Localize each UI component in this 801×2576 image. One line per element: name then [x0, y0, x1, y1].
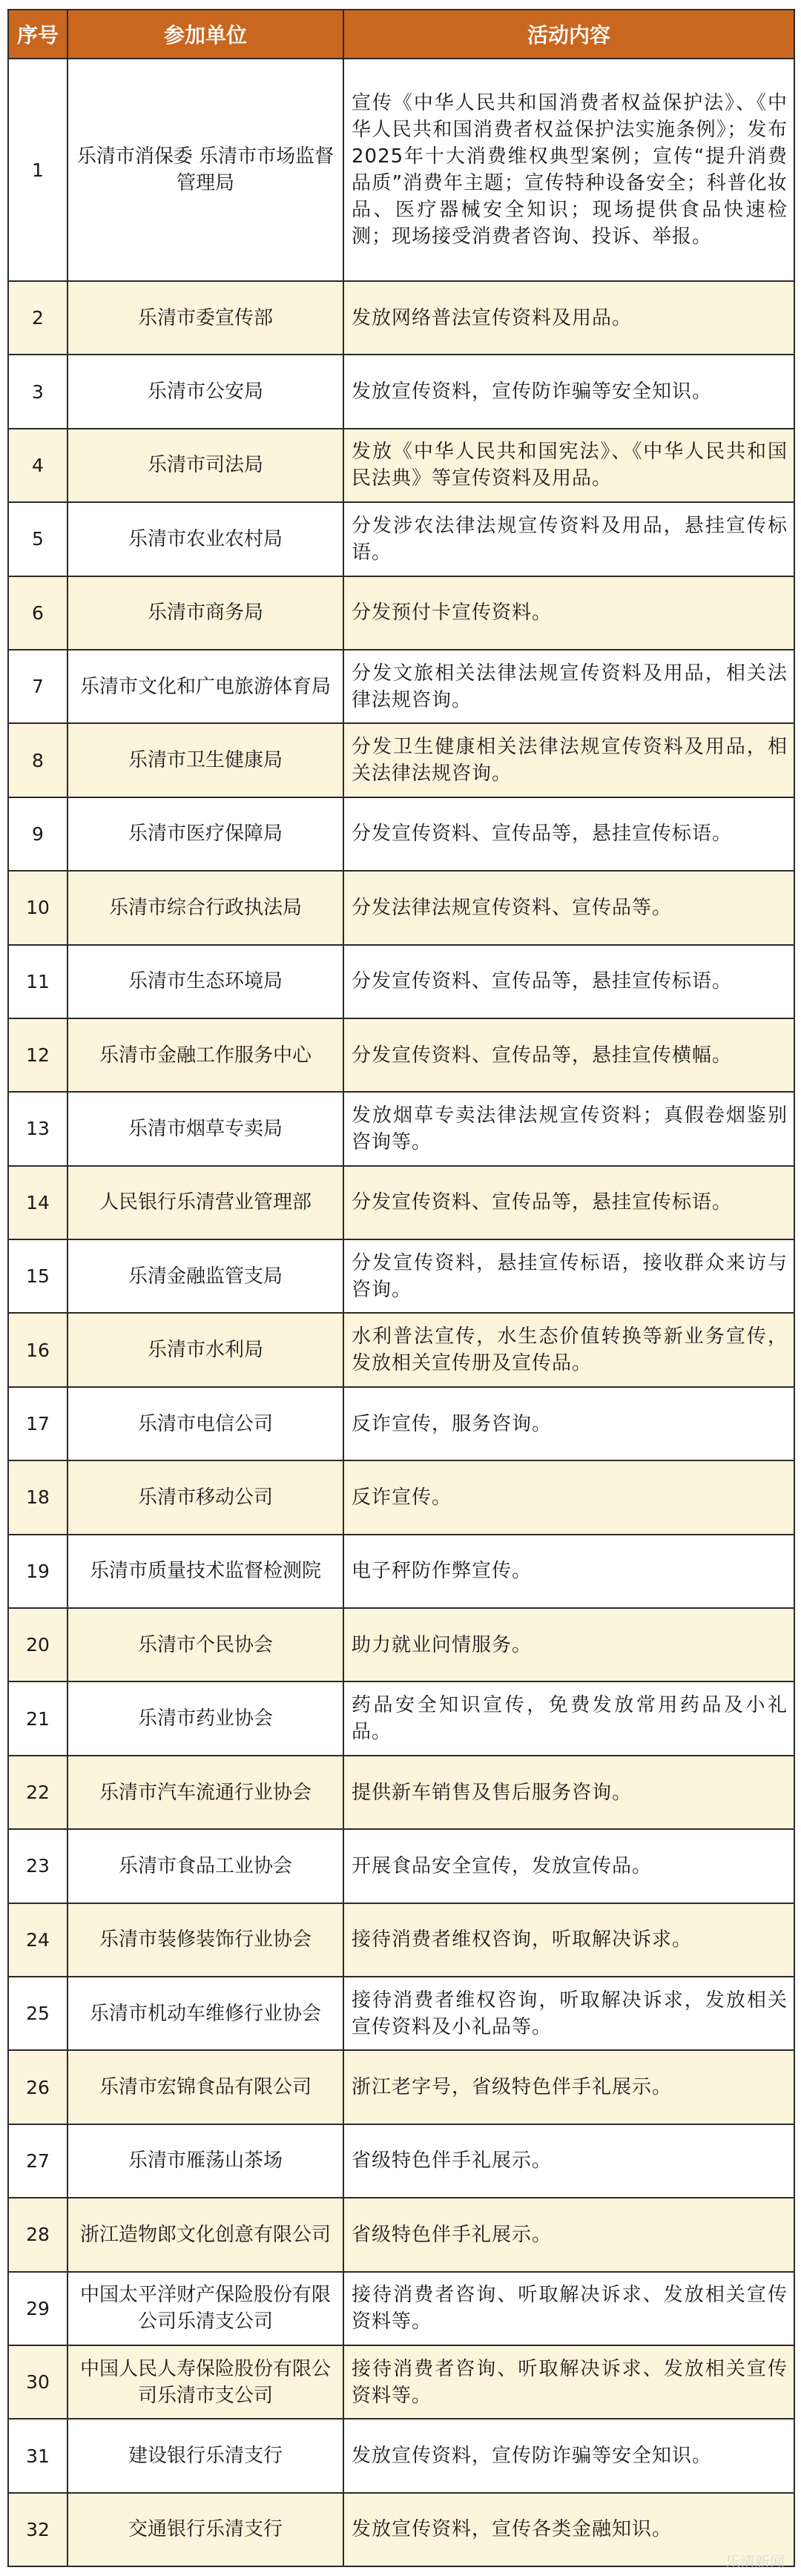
- row-serial-number: 10: [8, 871, 67, 944]
- watermark: 乐清新闻: [725, 2553, 785, 2571]
- table-row: [8, 502, 794, 576]
- row-serial-number: 28: [8, 2198, 67, 2271]
- row-activity-content: 助力就业问情服务。: [343, 1608, 794, 1681]
- table-row: [8, 1018, 794, 1092]
- row-activity-content: 分发预付卡宣传资料。: [343, 576, 794, 650]
- table-row: [8, 1092, 794, 1165]
- row-participating-unit: 乐清市农业农村局: [67, 502, 343, 576]
- table-row: [8, 576, 794, 650]
- row-activity-content: 发放烟草专卖法律法规宣传资料；真假卷烟鉴别咨询等。: [343, 1092, 794, 1165]
- table-body: [8, 59, 794, 2566]
- row-participating-unit: 乐清市商务局: [67, 576, 343, 650]
- row-serial-number: 12: [8, 1018, 67, 1092]
- row-serial-number: 1: [8, 59, 67, 281]
- header-serial-number: 序号: [8, 10, 67, 59]
- row-participating-unit: 乐清市装修装饰行业协会: [67, 1903, 343, 1977]
- row-participating-unit: 中国人民人寿保险股份有限公司乐清市支公司: [67, 2345, 343, 2419]
- row-participating-unit: 乐清市医疗保障局: [67, 797, 343, 871]
- row-serial-number: 15: [8, 1239, 67, 1313]
- row-participating-unit: 乐清市司法局: [67, 429, 343, 502]
- row-serial-number: 11: [8, 945, 67, 1018]
- header-participating-unit: 参加单位: [67, 10, 343, 59]
- row-activity-content: 宣传《中华人民共和国消费者权益保护法》、《中华人民共和国消费者权益保护法实施条例》；发布2025年十大消费维权典型案例；宣传“提升消费品质”消费年主题；宣传特种设备安全；科普化妆品、医疗器械安全知识；现场提供食品快速检测；现场接受消费者咨询、投诉、举报。: [343, 59, 794, 281]
- table-row: [8, 945, 794, 1018]
- row-serial-number: 6: [8, 576, 67, 650]
- row-activity-content: 水利普法宣传，水生态价值转换等新业务宣传，发放相关宣传册及宣传品。: [343, 1313, 794, 1386]
- activity-table: [7, 9, 795, 2567]
- row-participating-unit: 乐清市金融工作服务中心: [67, 1018, 343, 1092]
- row-participating-unit: 人民银行乐清营业管理部: [67, 1166, 343, 1239]
- row-serial-number: 5: [8, 502, 67, 576]
- row-serial-number: 17: [8, 1387, 67, 1460]
- table-row: [8, 1166, 794, 1239]
- row-serial-number: 26: [8, 2050, 67, 2124]
- row-participating-unit: 乐清市药业协会: [67, 1681, 343, 1755]
- row-activity-content: 药品安全知识宣传，免费发放常用药品及小礼品。: [343, 1681, 794, 1755]
- row-participating-unit: 乐清市汽车流通行业协会: [67, 1756, 343, 1829]
- row-activity-content: 接待消费者维权咨询，听取解决诉求，发放相关宣传资料及小礼品等。: [343, 1977, 794, 2050]
- table-row: [8, 1756, 794, 1829]
- table-row: [8, 429, 794, 502]
- row-activity-content: 分发宣传资料、宣传品等，悬挂宣传标语。: [343, 945, 794, 1018]
- row-serial-number: 16: [8, 1313, 67, 1386]
- row-participating-unit: 乐清市文化和广电旅游体育局: [67, 650, 343, 723]
- row-activity-content: 分发宣传资料、宣传品等，悬挂宣传横幅。: [343, 1018, 794, 1092]
- table-row: [8, 723, 794, 797]
- row-participating-unit: 乐清市委宣传部: [67, 281, 343, 355]
- row-serial-number: 2: [8, 281, 67, 355]
- row-participating-unit: 乐清市食品工业协会: [67, 1829, 343, 1903]
- row-activity-content: 开展食品安全宣传，发放宣传品。: [343, 1829, 794, 1903]
- row-participating-unit: 乐清市卫生健康局: [67, 723, 343, 797]
- row-participating-unit: 乐清市雁荡山茶场: [67, 2124, 343, 2198]
- row-activity-content: 省级特色伴手礼展示。: [343, 2198, 794, 2271]
- table-row: [8, 1681, 794, 1755]
- row-serial-number: 13: [8, 1092, 67, 1165]
- table-row: [8, 871, 794, 944]
- row-participating-unit: 浙江造物郎文化创意有限公司: [67, 2198, 343, 2271]
- row-activity-content: 分发涉农法律法规宣传资料及用品，悬挂宣传标语。: [343, 502, 794, 576]
- row-activity-content: 发放《中华人民共和国宪法》、《中华人民共和国民法典》等宣传资料及用品。: [343, 429, 794, 502]
- row-activity-content: 提供新车销售及售后服务咨询。: [343, 1756, 794, 1829]
- row-participating-unit: 中国太平洋财产保险股份有限公司乐清支公司: [67, 2272, 343, 2345]
- row-serial-number: 4: [8, 429, 67, 502]
- row-participating-unit: 乐清市移动公司: [67, 1460, 343, 1534]
- table-row: [8, 2419, 794, 2492]
- row-participating-unit: 乐清市生态环境局: [67, 945, 343, 1018]
- row-participating-unit: 建设银行乐清支行: [67, 2419, 343, 2492]
- row-serial-number: 21: [8, 1681, 67, 1755]
- row-participating-unit: 乐清金融监管支局: [67, 1239, 343, 1313]
- table-row: [8, 59, 794, 281]
- table-row: [8, 1608, 794, 1681]
- table-row: [8, 650, 794, 723]
- row-serial-number: 9: [8, 797, 67, 871]
- row-activity-content: 接待消费者咨询、听取解决诉求、发放相关宣传资料等。: [343, 2272, 794, 2345]
- table-row: [8, 797, 794, 871]
- table-row: [8, 1977, 794, 2050]
- row-participating-unit: 乐清市电信公司: [67, 1387, 343, 1460]
- row-activity-content: 发放宣传资料，宣传防诈骗等安全知识。: [343, 355, 794, 428]
- row-serial-number: 31: [8, 2419, 67, 2492]
- table-row: [8, 355, 794, 428]
- row-participating-unit: 乐清市机动车维修行业协会: [67, 1977, 343, 2050]
- row-serial-number: 7: [8, 650, 67, 723]
- row-serial-number: 30: [8, 2345, 67, 2419]
- row-activity-content: 分发文旅相关法律法规宣传资料及用品，相关法律法规咨询。: [343, 650, 794, 723]
- row-activity-content: 浙江老字号，省级特色伴手礼展示。: [343, 2050, 794, 2124]
- row-activity-content: 接待消费者维权咨询，听取解决诉求。: [343, 1903, 794, 1977]
- table-row: [8, 1313, 794, 1386]
- row-serial-number: 20: [8, 1608, 67, 1681]
- row-activity-content: 反诈宣传，服务咨询。: [343, 1387, 794, 1460]
- row-activity-content: 省级特色伴手礼展示。: [343, 2124, 794, 2198]
- table-row: [8, 1460, 794, 1534]
- row-activity-content: 分发宣传资料，悬挂宣传标语，接收群众来访与咨询。: [343, 1239, 794, 1313]
- row-serial-number: 25: [8, 1977, 67, 2050]
- table-row: [8, 2272, 794, 2345]
- table-row: [8, 2124, 794, 2198]
- row-participating-unit: 乐清市质量技术监督检测院: [67, 1535, 343, 1608]
- activity-table-container: [7, 9, 794, 2567]
- row-serial-number: 22: [8, 1756, 67, 1829]
- table-row: [8, 1829, 794, 1903]
- table-row: [8, 2050, 794, 2124]
- row-activity-content: 分发宣传资料、宣传品等，悬挂宣传标语。: [343, 1166, 794, 1239]
- row-participating-unit: 乐清市消保委 乐清市市场监督管理局: [67, 59, 343, 281]
- row-participating-unit: 交通银行乐清支行: [67, 2493, 343, 2566]
- row-activity-content: 反诈宣传。: [343, 1460, 794, 1534]
- row-participating-unit: 乐清市个民协会: [67, 1608, 343, 1681]
- row-serial-number: 23: [8, 1829, 67, 1903]
- row-participating-unit: 乐清市宏锦食品有限公司: [67, 2050, 343, 2124]
- row-activity-content: 发放宣传资料，宣传各类金融知识。: [343, 2493, 794, 2566]
- table-row: [8, 1903, 794, 1977]
- row-participating-unit: 乐清市水利局: [67, 1313, 343, 1386]
- row-serial-number: 24: [8, 1903, 67, 1977]
- row-activity-content: 发放网络普法宣传资料及用品。: [343, 281, 794, 355]
- row-participating-unit: 乐清市公安局: [67, 355, 343, 428]
- table-header-row: [8, 10, 794, 59]
- row-activity-content: 发放宣传资料，宣传防诈骗等安全知识。: [343, 2419, 794, 2492]
- table-row: [8, 281, 794, 355]
- row-serial-number: 18: [8, 1460, 67, 1534]
- row-activity-content: 接待消费者咨询、听取解决诉求、发放相关宣传资料等。: [343, 2345, 794, 2419]
- table-row: [8, 2345, 794, 2419]
- row-participating-unit: 乐清市综合行政执法局: [67, 871, 343, 944]
- row-serial-number: 8: [8, 723, 67, 797]
- row-activity-content: 电子秤防作弊宣传。: [343, 1535, 794, 1608]
- table-row: [8, 1387, 794, 1460]
- row-serial-number: 19: [8, 1535, 67, 1608]
- row-serial-number: 32: [8, 2493, 67, 2566]
- table-row: [8, 2493, 794, 2566]
- header-activity-content: 活动内容: [343, 10, 794, 59]
- row-participating-unit: 乐清市烟草专卖局: [67, 1092, 343, 1165]
- table-row: [8, 1535, 794, 1608]
- row-activity-content: 分发宣传资料、宣传品等，悬挂宣传标语。: [343, 797, 794, 871]
- table-row: [8, 2198, 794, 2271]
- row-activity-content: 分发卫生健康相关法律法规宣传资料及用品，相关法律法规咨询。: [343, 723, 794, 797]
- row-serial-number: 14: [8, 1166, 67, 1239]
- row-serial-number: 3: [8, 355, 67, 428]
- row-activity-content: 分发法律法规宣传资料、宣传品等。: [343, 871, 794, 944]
- table-row: [8, 1239, 794, 1313]
- row-serial-number: 27: [8, 2124, 67, 2198]
- row-serial-number: 29: [8, 2272, 67, 2345]
